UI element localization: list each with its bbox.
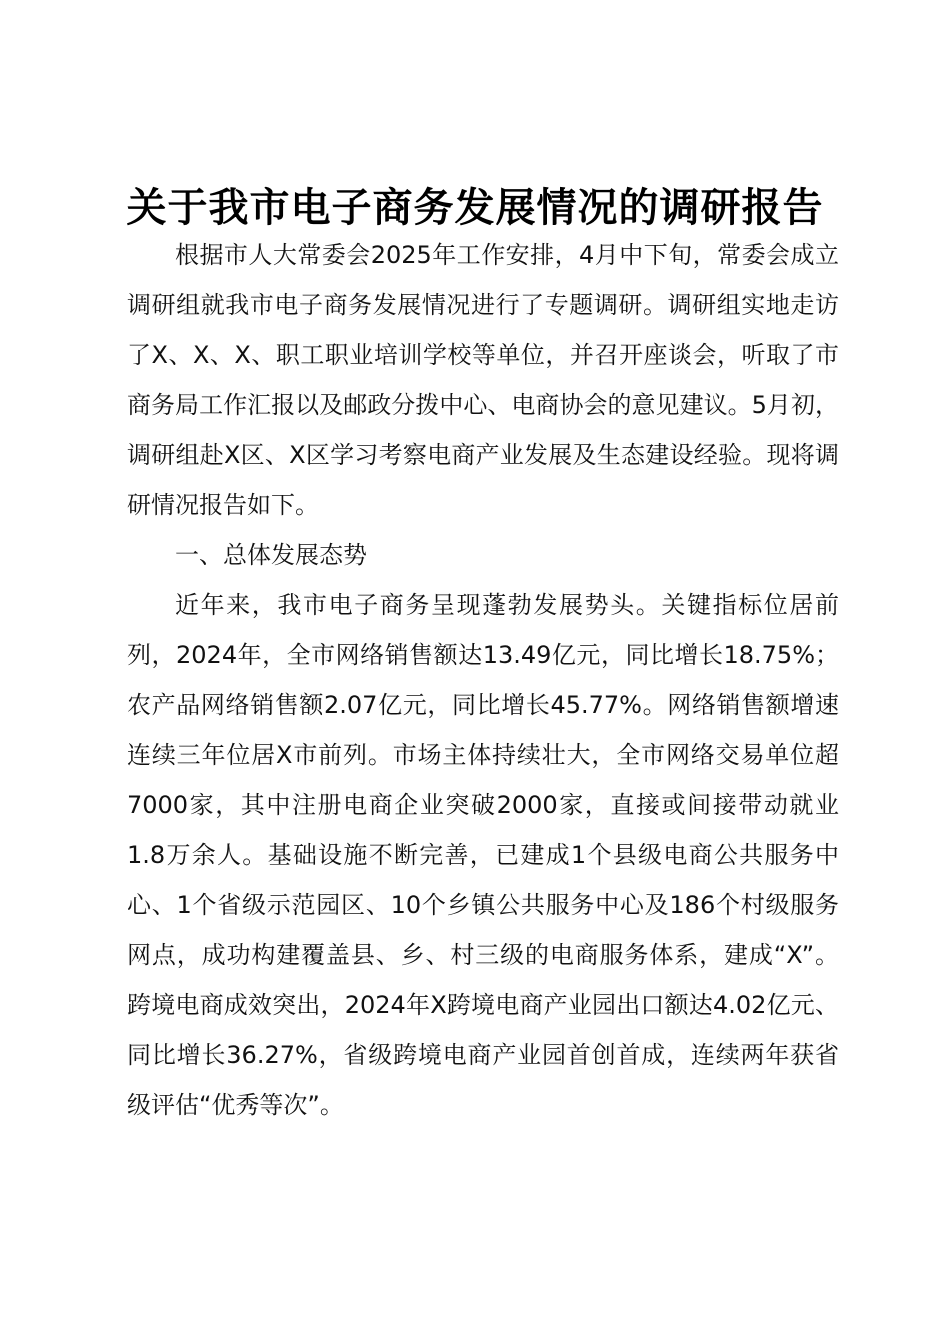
section-paragraph-block [127, 580, 839, 1130]
intro-paragraph-block [127, 230, 839, 530]
section-paragraph: 近年来，我市电子商务呈现蓬勃发展势头。关键指标位居前列，2024年，全市网络销售额达13.49亿元，同比增长18.75%；农产品网络销售额2.07亿元，同比增长45.77%。网络销售额增速连续三年位居X市前列。市场主体持续壮大，全市网络交易单位超7000家，其中注册电商企业突破2000家，直接或间接带动就业1.8万余人。基础设施不断完善，已建成1个县级电商公共服务中心、1个省级示范园区、10个乡镇公共服务中心及186个村级服务网点，成功构建覆盖县、乡、村三级的电商服务体系，建成“X”。跨境电商成效突出，2024年X跨境电商产业园出口额达4.02亿元、同比增长36.27%，省级跨境电商产业园首创首成，连续两年获省级评估“优秀等次”。 [127, 591, 839, 1119]
intro-paragraph: 根据市人大常委会2025年工作安排，4月中下旬，常委会成立调研组就我市电子商务发展情况进行了专题调研。调研组实地走访了X、X、X、职工职业培训学校等单位，并召开座谈会，听取了市商务局工作汇报以及邮政分拨中心、电商协会的意见建议。5月初，调研组赴X区、X区学习考察电商产业发展及生态建设经验。现将调研情况报告如下。 [127, 241, 839, 519]
document-title: 关于我市电子商务发展情况的调研报告 [126, 184, 824, 231]
section-heading: 一、总体发展态势 [175, 541, 367, 569]
